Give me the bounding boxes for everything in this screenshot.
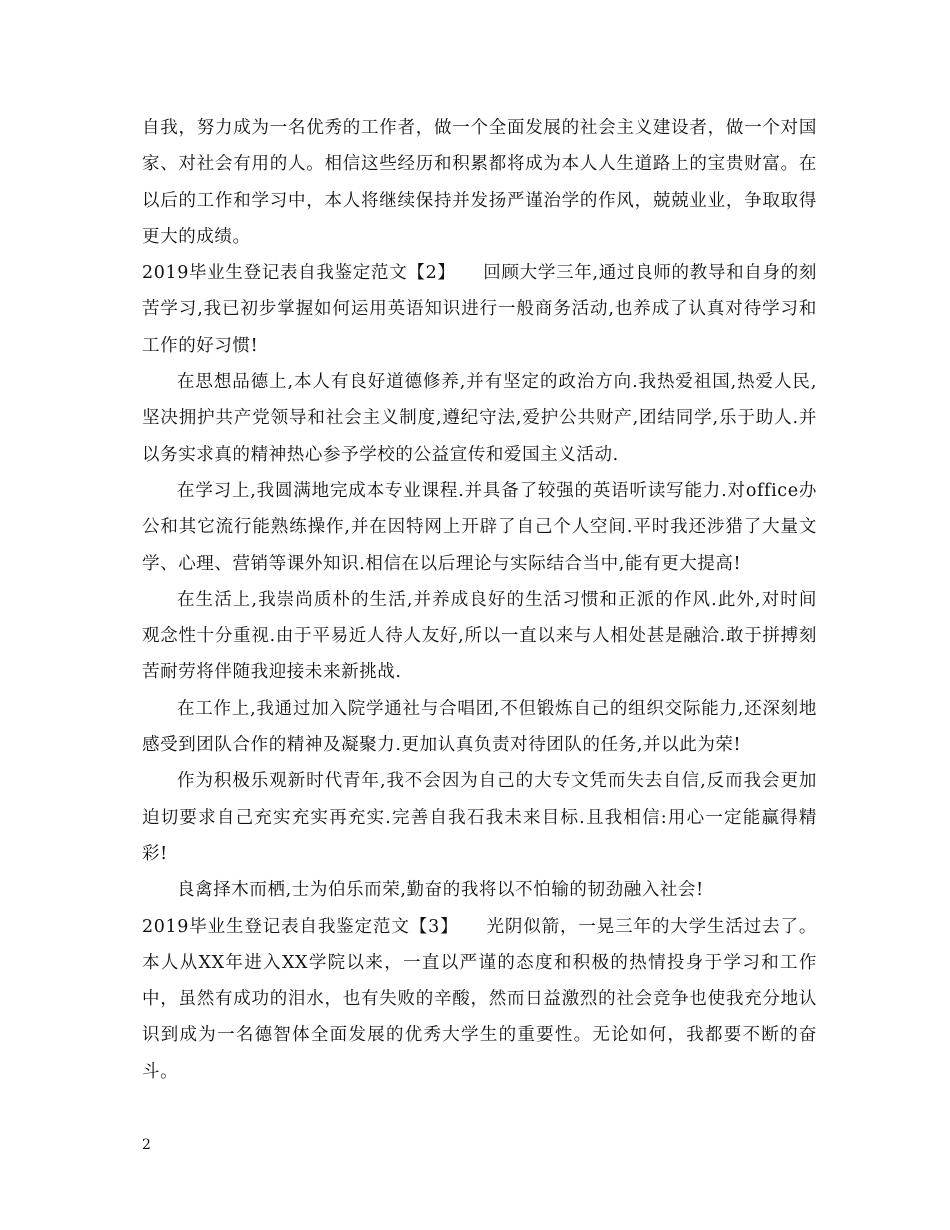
paragraph-sample-2-heading: 2019毕业生登记表自我鉴定范文【2】 回顾大学三年,通过良师的教导和自身的刻苦学习,我已初步掌握如何运用英语知识进行一般商务活动,也养成了认真对待学习和工作的好习惯! [142, 263, 817, 356]
paragraph-sample-3-heading: 2019毕业生登记表自我鉴定范文【3】 光阴似箭，一晃三年的大学生活过去了。本人从XX年进入XX学院以来，一直以严谨的态度和积极的热情投身于学习和工作中，虽然有成功的泪水，也有失败的辛酸，然而日益激烈的社会竞争也使我充分地认识到成为一名德智体全面发展的优秀大学生的重要性。无论如何，我都要不断的奋斗。 [142, 916, 817, 1082]
paragraph-life: 在生活上,我崇尚质朴的生活,并养成良好的生活习惯和正派的作风.此外,对时间观念性十分重视.由于平易近人待人友好,所以一直以来与人相处甚是融洽.敢于拼搏刻苦耐劳将伴随我迎接未来新挑战. [142, 589, 817, 683]
paragraph-ideology: 在思想品德上,本人有良好道德修养,并有坚定的政治方向.我热爱祖国,热爱人民,坚决拥护共产党领导和社会主义制度,遵纪守法,爱护公共财产,团结同学,乐于助人.并以务实求真的精神热心参予学校的公益宣传和爱国主义活动. [142, 372, 817, 465]
document-body [142, 110, 817, 1090]
page-number: 2 [142, 1137, 151, 1153]
paragraph-continuation: 自我，努力成为一名优秀的工作者，做一个全面发展的社会主义建设者，做一个对国家、对社会有用的人。相信这些经历和积累都将成为本人人生道路上的宝贵财富。在以后的工作和学习中，本人将继续保持并发扬严谨治学的作风，兢兢业业，争取取得更大的成绩。 [142, 118, 817, 247]
paragraph-attitude: 作为积极乐观新时代青年,我不会因为自己的大专文凭而失去自信,反而我会更加迫切要求自己充实充实再充实.完善自我石我未来目标.且我相信:用心一定能赢得精彩! [142, 771, 817, 864]
paragraph-work: 在工作上,我通过加入院学通社与合唱团,不但锻炼自己的组织交际能力,还深刻地感受到团队合作的精神及凝聚力.更加认真负责对待团队的任务,并以此为荣! [142, 698, 817, 756]
paragraph-motto: 良禽择木而栖,士为伯乐而荣,勤奋的我将以不怕输的韧劲融入社会! [177, 880, 704, 901]
paragraph-study: 在学习上,我圆满地完成本专业课程.并具备了较强的英语听读写能力.对office办公和其它流行能熟练操作,并在因特网上开辟了自己个人空间.平时我还涉猎了大量文学、心理、营销等课外知识.相信在以后理论与实际结合当中,能有更大提高! [142, 480, 817, 574]
